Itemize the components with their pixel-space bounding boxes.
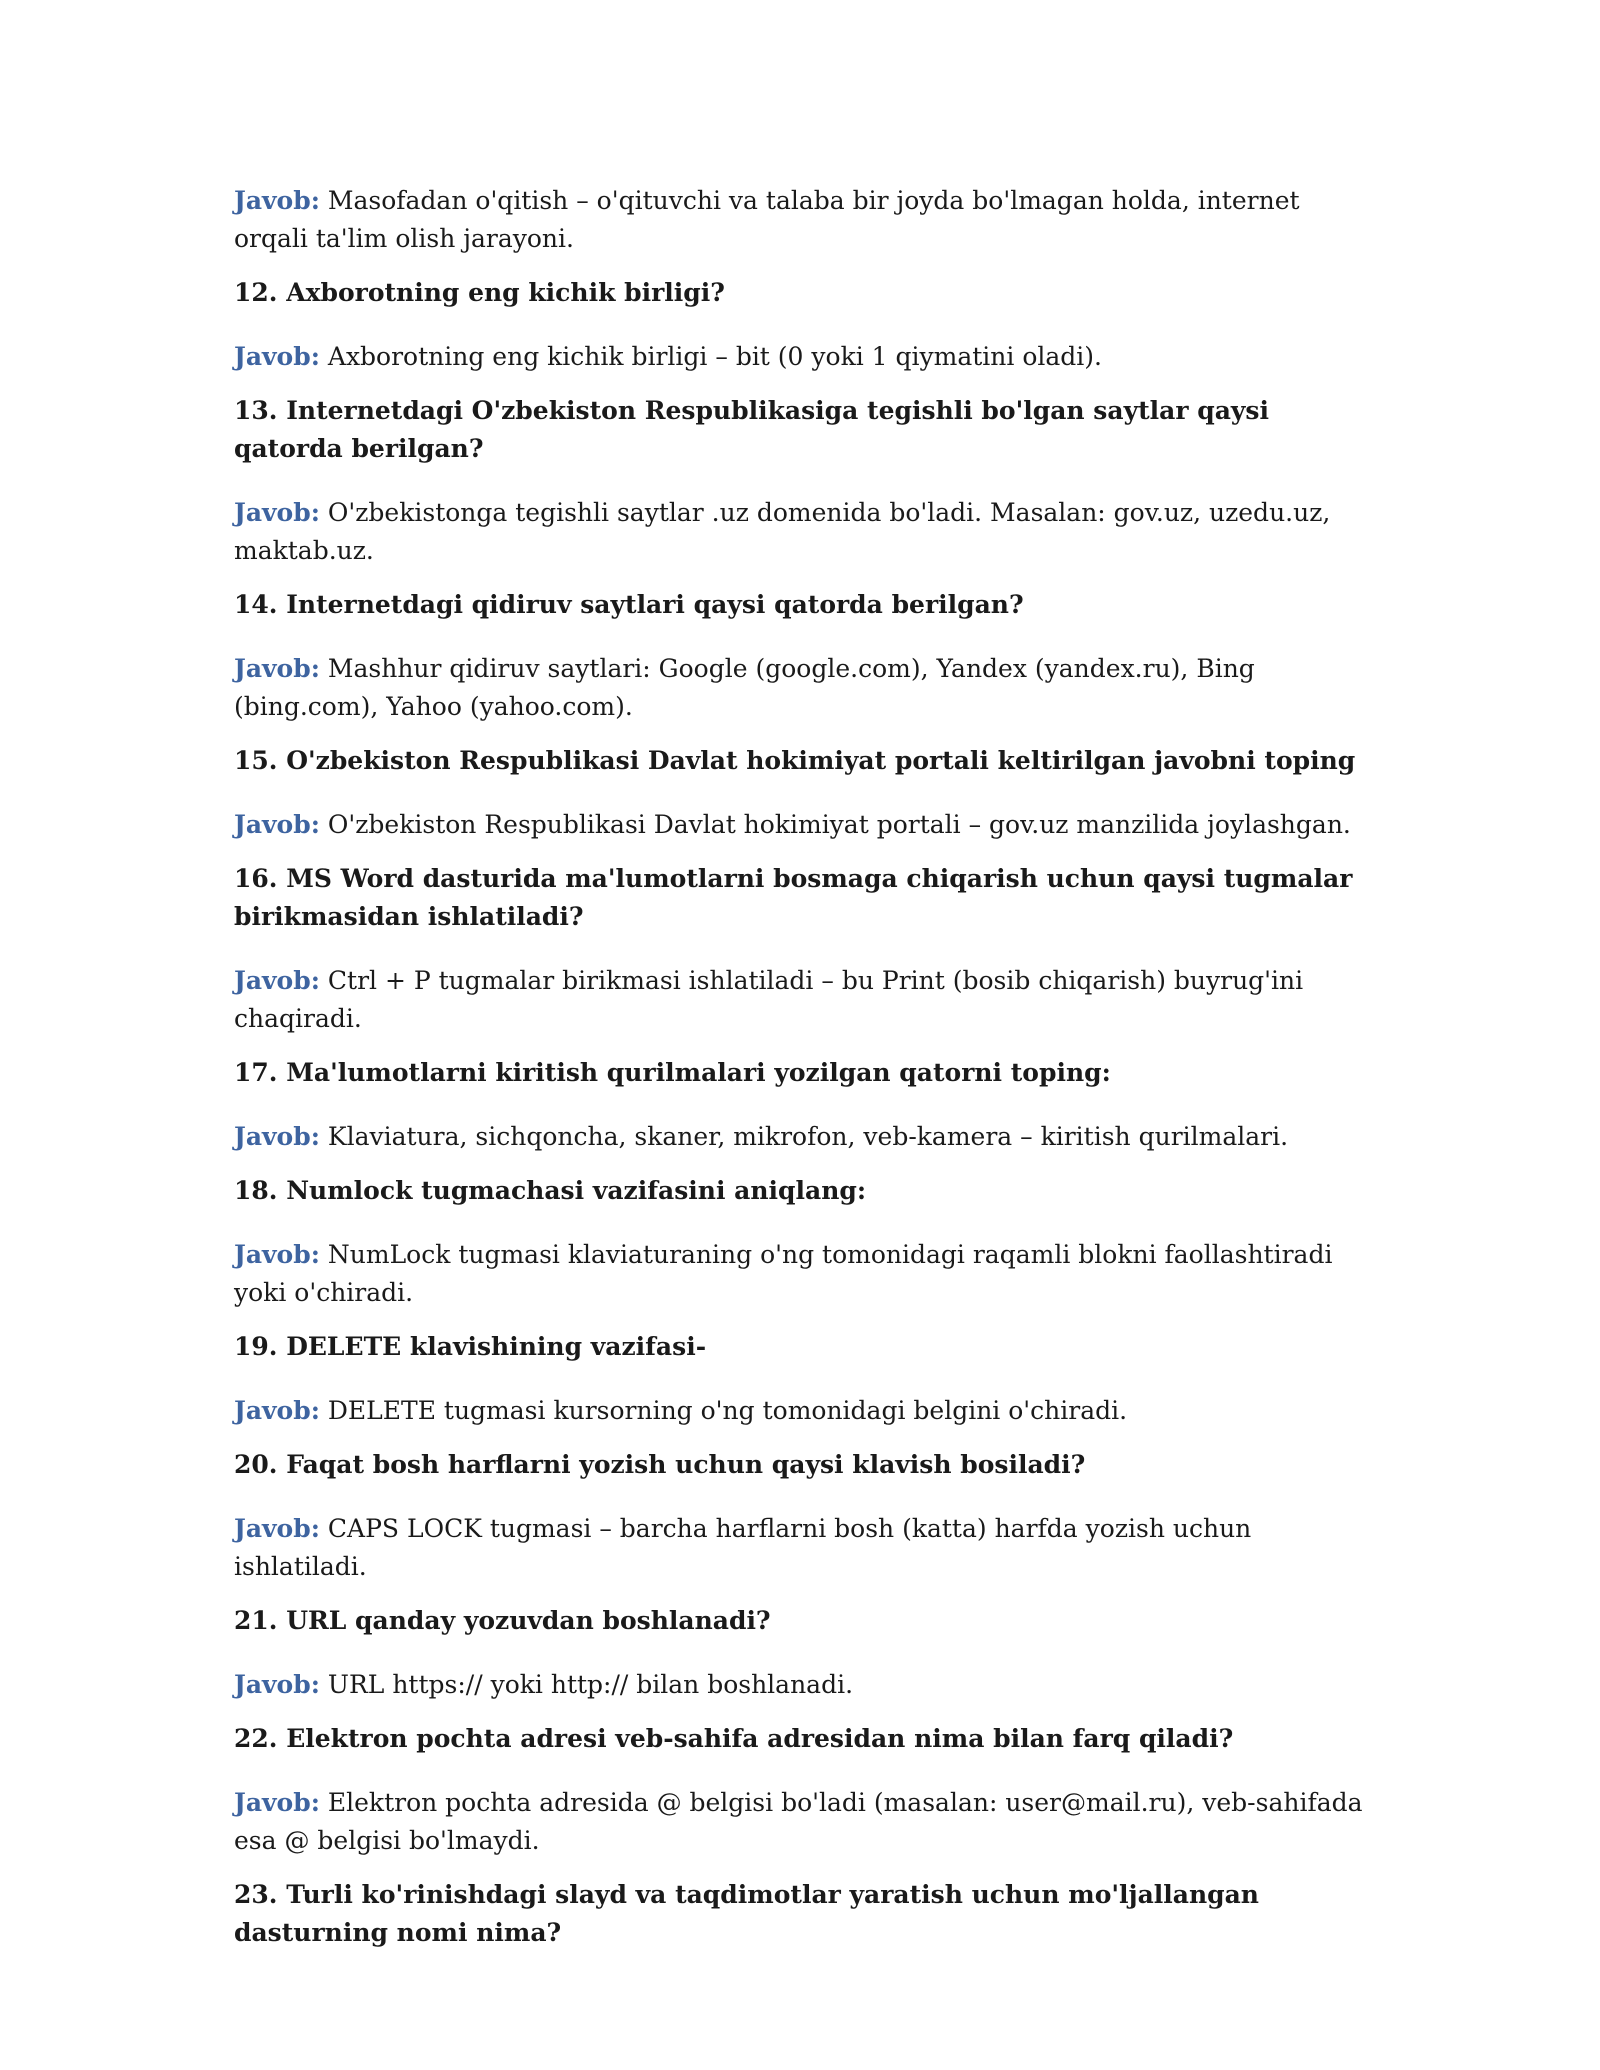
- question-heading: 21. URL qanday yozuvdan boshlanadi?: [234, 1606, 771, 1635]
- answer-paragraph: [234, 1784, 1364, 1860]
- document-page: [234, 182, 1364, 1978]
- question-heading: 18. Numlock tugmachasi vazifasini aniqlang:: [234, 1176, 867, 1205]
- answer-text: Axborotning eng kichik birligi – bit (0 yoki 1 qiymatini oladi).: [327, 342, 1102, 371]
- question-heading: 15. O'zbekiston Respublikasi Davlat hokimiyat portali keltirilgan javobni toping: [234, 746, 1356, 775]
- answer-text: Elektron pochta adresida @ belgisi bo'ladi (masalan: user@mail.ru), veb-sahifada esa @ belgisi bo'lmaydi.: [234, 1788, 1363, 1855]
- answer-paragraph: [234, 494, 1364, 570]
- answer-text: URL https:// yoki http:// bilan boshlanadi.: [327, 1670, 854, 1699]
- answer-paragraph: [234, 1510, 1364, 1586]
- question-heading: 17. Ma'lumotlarni kiritish qurilmalari yozilgan qatorni toping:: [234, 1058, 1111, 1087]
- question-heading: 16. MS Word dasturida ma'lumotlarni bosmaga chiqarish uchun qaysi tugmalar birikmasidan ishlatiladi?: [234, 864, 1353, 931]
- answer-label: Javob:: [234, 1788, 320, 1817]
- question-heading: 20. Faqat bosh harflarni yozish uchun qaysi klavish bosiladi?: [234, 1450, 1086, 1479]
- answer-paragraph: [234, 650, 1364, 726]
- answer-label: Javob:: [234, 1396, 320, 1425]
- answer-paragraph: [234, 806, 1364, 844]
- answer-label: Javob:: [234, 186, 320, 215]
- answer-text: O'zbekiston Respublikasi Davlat hokimiyat portali – gov.uz manzilida joylashgan.: [327, 810, 1351, 839]
- answer-text: Mashhur qidiruv saytlari: Google (google.com), Yandex (yandex.ru), Bing (bing.com), Yahoo (yahoo.com).: [234, 654, 1255, 721]
- answer-text: CAPS LOCK tugmasi – barcha harflarni bosh (katta) harfda yozish uchun ishlatiladi.: [234, 1514, 1252, 1581]
- answer-label: Javob:: [234, 966, 320, 995]
- answer-text: DELETE tugmasi kursorning o'ng tomonidagi belgini o'chiradi.: [327, 1396, 1128, 1425]
- answer-paragraph: [234, 962, 1364, 1038]
- question-heading: 22. Elektron pochta adresi veb-sahifa adresidan nima bilan farq qiladi?: [234, 1724, 1234, 1753]
- qa-list: [234, 274, 1364, 1952]
- answer-paragraph: [234, 338, 1364, 376]
- question-heading: 23. Turli ko'rinishdagi slayd va taqdimotlar yaratish uchun mo'ljallangan dasturning nomi nima?: [234, 1880, 1259, 1947]
- answer-label: Javob:: [234, 1514, 320, 1543]
- answer-paragraph: [234, 1392, 1364, 1430]
- answer-label: Javob:: [234, 1670, 320, 1699]
- answer-text: Ctrl + P tugmalar birikmasi ishlatiladi – bu Print (bosib chiqarish) buyrug'ini chaqiradi.: [234, 966, 1304, 1033]
- answer-paragraph: [234, 1236, 1364, 1312]
- question-heading: 14. Internetdagi qidiruv saytlari qaysi qatorda berilgan?: [234, 590, 1024, 619]
- answer-text: Klaviatura, sichqoncha, skaner, mikrofon, veb-kamera – kiritish qurilmalari.: [327, 1122, 1289, 1151]
- answer-label: Javob:: [234, 654, 320, 683]
- answer-text: O'zbekistonga tegishli saytlar .uz domenida bo'ladi. Masalan: gov.uz, uzedu.uz, maktab.uz.: [234, 498, 1331, 565]
- answer-label: Javob:: [234, 1240, 320, 1269]
- question-heading: 12. Axborotning eng kichik birligi?: [234, 278, 725, 307]
- answer-text: Masofadan o'qitish – o'qituvchi va talaba bir joyda bo'lmagan holda, internet orqali ta'lim olish jarayoni.: [234, 186, 1300, 253]
- answer-paragraph: [234, 1666, 1364, 1704]
- answer-label: Javob:: [234, 810, 320, 839]
- lead-answer: [234, 182, 1364, 258]
- answer-label: Javob:: [234, 1122, 320, 1151]
- question-heading: 19. DELETE klavishining vazifasi-: [234, 1332, 707, 1361]
- answer-paragraph: [234, 1118, 1364, 1156]
- question-heading: 13. Internetdagi O'zbekiston Respublikasiga tegishli bo'lgan saytlar qaysi qatorda berilgan?: [234, 396, 1269, 463]
- answer-label: Javob:: [234, 498, 320, 527]
- answer-label: Javob:: [234, 342, 320, 371]
- answer-text: NumLock tugmasi klaviaturaning o'ng tomonidagi raqamli blokni faollashtiradi yoki o'chiradi.: [234, 1240, 1333, 1307]
